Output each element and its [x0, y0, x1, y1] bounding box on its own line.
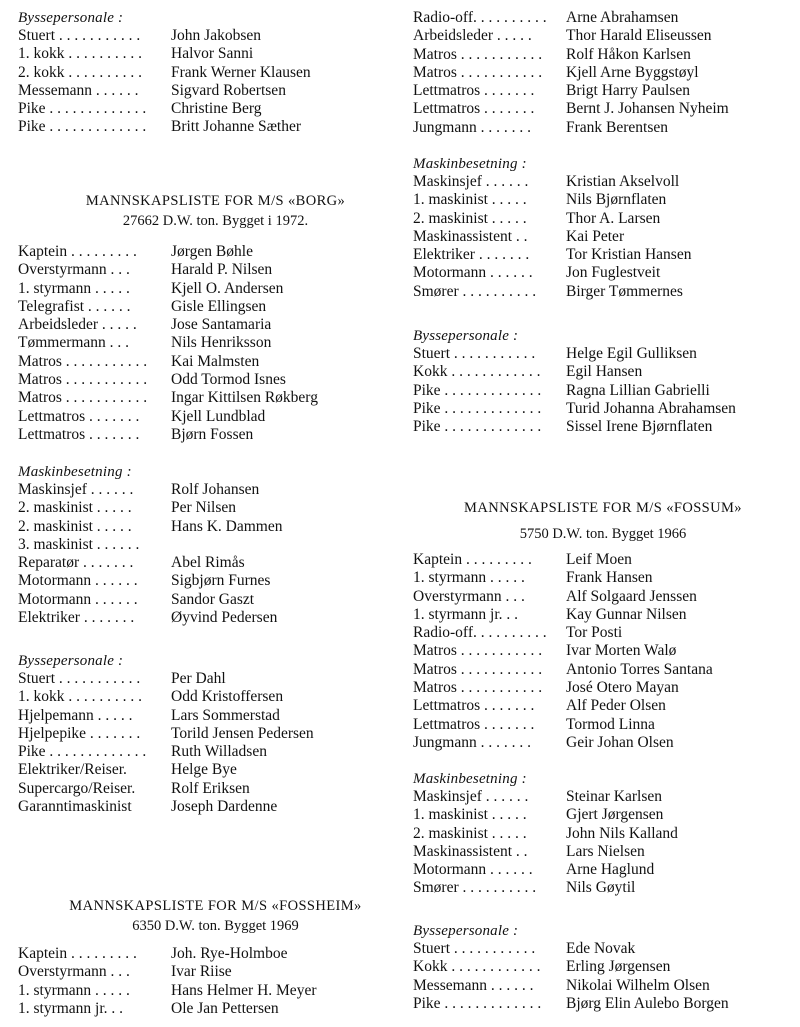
- crew-role: 1. kokk . . . . . . . . . .: [18, 688, 142, 706]
- crew-name: Sissel Irene Bjørnflaten: [566, 418, 713, 436]
- crew-row: [18, 591, 413, 609]
- crew-name: Per Nilsen: [171, 499, 237, 517]
- crew-name: Harald P. Nilsen: [171, 261, 273, 279]
- crew-name: Ivar Riise: [171, 963, 232, 981]
- crew-name: Thor A. Larsen: [566, 209, 661, 227]
- crew-list: [18, 27, 413, 137]
- crew-role: 2. maskinist . . . . .: [18, 499, 132, 517]
- crew-role: Lettmatros . . . . . . .: [18, 407, 140, 425]
- section-top-bysse: [413, 327, 793, 436]
- crew-role: Lettmatros . . . . . . .: [413, 100, 535, 118]
- crew-role: Elektriker/Reiser.: [18, 761, 127, 779]
- crew-name: Kai Malmsten: [171, 352, 260, 370]
- crew-role: Jungmann . . . . . . .: [413, 733, 531, 751]
- crew-row: [413, 624, 793, 642]
- crew-list: [413, 173, 793, 301]
- crew-name: Tor Kristian Hansen: [566, 246, 692, 264]
- crew-name: Thor Harald Eliseussen: [566, 27, 712, 45]
- crew-role: Supercargo/Reiser.: [18, 779, 136, 797]
- crew-role: Radio-off. . . . . . . . . .: [413, 9, 547, 26]
- crew-name: Ingar Kittilsen Røkberg: [171, 389, 318, 407]
- crew-name: John Jakobsen: [171, 27, 261, 44]
- crew-name: Bjørn Fossen: [171, 425, 254, 443]
- crew-name: Brigt Harry Paulsen: [566, 82, 690, 100]
- crew-name: Ruth Willadsen: [171, 743, 267, 761]
- crew-role: Motormann . . . . . .: [413, 264, 533, 282]
- crew-name: Ragna Lillian Gabrielli: [566, 381, 710, 399]
- crew-name: Nikolai Wilhelm Olsen: [566, 976, 710, 994]
- crew-role: 1. maskinist . . . . .: [413, 806, 527, 824]
- crew-role: 2. maskinist . . . . .: [18, 517, 132, 535]
- crew-name: Kay Gunnar Nilsen: [566, 605, 687, 623]
- crew-name: Sandor Gaszt: [171, 590, 255, 608]
- crew-role: Maskinassistent . .: [413, 227, 528, 245]
- crew-list: [413, 345, 793, 436]
- crew-row: [18, 518, 413, 536]
- crew-role: 2. kokk . . . . . . . . . .: [18, 63, 142, 81]
- crew-row: [413, 806, 793, 824]
- crew-row: [18, 371, 413, 389]
- crew-row: [413, 363, 793, 381]
- crew-row: [18, 261, 413, 279]
- crew-name: Ede Novak: [566, 940, 636, 957]
- crew-role: Radio-off. . . . . . . . . .: [413, 624, 547, 642]
- crew-row: [18, 707, 413, 725]
- crew-name: Kristian Akselvoll: [566, 173, 680, 190]
- crew-role: Elektriker . . . . . . .: [18, 609, 135, 627]
- crew-name: Erling Jørgensen: [566, 958, 671, 976]
- crew-role: Pike . . . . . . . . . . . . .: [18, 100, 147, 118]
- crew-role: 2. maskinist . . . . .: [413, 824, 527, 842]
- crew-role: Tømmermann . . .: [18, 334, 130, 352]
- section-heading: Maskinbesetning :: [413, 156, 527, 172]
- crew-list: [18, 670, 413, 816]
- crew-row: [413, 588, 793, 606]
- crew-row: [18, 298, 413, 316]
- crew-row: [18, 316, 413, 334]
- crew-row: [413, 861, 793, 879]
- crew-role: 1. styrmann . . . . .: [18, 981, 130, 999]
- crew-name: Sigbjørn Furnes: [171, 572, 271, 590]
- crew-name: Kjell Lundblad: [171, 407, 266, 425]
- crew-role: Elektriker . . . . . . .: [413, 246, 530, 264]
- crew-row: [413, 679, 793, 697]
- crew-role: Stuert . . . . . . . . . . .: [18, 27, 141, 44]
- crew-row: [18, 688, 413, 706]
- crew-list: [18, 243, 413, 444]
- crew-role: Kokk . . . . . . . . . . . .: [413, 363, 541, 381]
- crew-role: Pike . . . . . . . . . . . . .: [413, 418, 542, 436]
- section-heading: Byssepersonale :: [18, 10, 124, 26]
- section-heading: Byssepersonale :: [413, 923, 519, 939]
- crew-row: [18, 64, 413, 82]
- crew-row: [413, 345, 793, 363]
- crew-name: Tormod Linna: [566, 715, 655, 733]
- crew-row: [18, 1000, 413, 1018]
- crew-name: Leif Moen: [566, 551, 632, 568]
- crew-role: Garanntimaskinist: [18, 798, 132, 816]
- crew-name: Bjørg Elin Aulebo Borgen: [566, 994, 729, 1012]
- crew-list: [18, 481, 413, 627]
- crew-row: [413, 100, 793, 118]
- crew-row: [413, 64, 793, 82]
- crew-role: Maskinsjef . . . . . .: [413, 173, 529, 190]
- crew-row: [413, 551, 793, 569]
- crew-role: 1. maskinist . . . . .: [413, 191, 527, 209]
- crew-row: [18, 118, 413, 136]
- section-borg-bysse: [18, 652, 413, 816]
- crew-row: [413, 9, 793, 27]
- crew-row: [18, 426, 413, 444]
- crew-name: Arne Abrahamsen: [566, 9, 679, 26]
- crew-list: [413, 940, 793, 1013]
- crew-name: Christine Berg: [171, 100, 262, 118]
- crew-name: Arne Haglund: [566, 861, 655, 879]
- crew-row: [413, 606, 793, 624]
- section-borg-deck: [18, 243, 413, 444]
- crew-name: Rolf Håkon Karlsen: [566, 45, 691, 63]
- crew-role: Motormann . . . . . .: [413, 861, 533, 879]
- crew-role: Overstyrmann . . .: [18, 261, 130, 279]
- crew-name: Ivar Morten Walø: [566, 642, 677, 660]
- crew-row: [18, 572, 413, 590]
- crew-row: [413, 264, 793, 282]
- crew-name: Per Dahl: [171, 670, 226, 687]
- crew-role: Lettmatros . . . . . . .: [413, 697, 535, 715]
- crew-row: [413, 210, 793, 228]
- crew-row: [18, 481, 413, 499]
- crew-name: Halvor Sanni: [171, 45, 254, 63]
- section-fossum-bysse: [413, 922, 793, 1013]
- crew-role: Kokk . . . . . . . . . . . .: [413, 958, 541, 976]
- ship-title: MANNSKAPSLISTE FOR M/S «BORG»: [85, 193, 346, 209]
- crew-row: [413, 977, 793, 995]
- crew-role: Kaptein . . . . . . . . .: [413, 551, 532, 568]
- crew-name: Egil Hansen: [566, 363, 643, 381]
- section-heading: Byssepersonale :: [413, 328, 519, 344]
- crew-row: [413, 191, 793, 209]
- crew-role: Matros . . . . . . . . . . .: [18, 371, 148, 389]
- crew-role: Matros . . . . . . . . . . .: [413, 45, 543, 63]
- crew-name: Helge Bye: [171, 761, 237, 779]
- section-fossum-maskin: [413, 770, 793, 898]
- crew-row: [18, 780, 413, 798]
- crew-row: [413, 661, 793, 679]
- crew-row: [18, 408, 413, 426]
- crew-name: Odd Tormod Isnes: [171, 371, 286, 389]
- crew-row: [18, 100, 413, 118]
- crew-role: Matros . . . . . . . . . . .: [413, 642, 543, 660]
- section-fossum-deck: [413, 551, 793, 752]
- crew-name: Britt Johanne Sæther: [171, 118, 302, 136]
- section-heading: Maskinbesetning :: [18, 464, 132, 480]
- ship-subtitle: 27662 D.W. ton. Bygget i 1972.: [122, 213, 309, 229]
- crew-name: Øyvind Pedersen: [171, 609, 278, 627]
- crew-row: [413, 246, 793, 264]
- crew-role: Matros . . . . . . . . . . .: [413, 660, 543, 678]
- crew-name: Bernt J. Johansen Nyheim: [566, 100, 729, 118]
- crew-role: Hjelpepike . . . . . . .: [18, 724, 141, 742]
- crew-role: 1. styrmann jr. . .: [413, 605, 519, 623]
- crew-role: Maskinsjef . . . . . .: [18, 481, 134, 498]
- crew-role: Pike . . . . . . . . . . . . .: [413, 399, 542, 417]
- crew-row: [18, 243, 413, 261]
- section-bysse-1: [18, 9, 413, 137]
- section-borg-maskin: [18, 463, 413, 627]
- crew-role: Motormann . . . . . .: [18, 572, 138, 590]
- ship-subtitle: 5750 D.W. ton. Bygget 1966: [519, 526, 687, 542]
- crew-row: [413, 940, 793, 958]
- crew-name: Lars Nielsen: [566, 842, 645, 860]
- crew-role: Maskinassistent . .: [413, 842, 528, 860]
- crew-name: Jørgen Bøhle: [171, 243, 253, 260]
- crew-row: [413, 27, 793, 45]
- crew-name: John Nils Kalland: [566, 824, 678, 842]
- crew-list: [18, 945, 413, 1018]
- crew-role: Matros . . . . . . . . . . .: [18, 352, 148, 370]
- crew-row: [18, 609, 413, 627]
- crew-role: Kaptein . . . . . . . . .: [18, 243, 137, 260]
- crew-name: Joh. Rye-Holmboe: [171, 945, 288, 962]
- crew-name: Rolf Eriksen: [171, 779, 250, 797]
- ship-title: MANNSKAPSLISTE FOR M/S «FOSSUM»: [464, 500, 742, 516]
- crew-name: Jose Santamaria: [171, 316, 272, 334]
- crew-role: Pike . . . . . . . . . . . . .: [413, 994, 542, 1012]
- crew-row: [18, 27, 413, 45]
- crew-name: Lars Sommerstad: [171, 706, 280, 724]
- crew-name: José Otero Mayan: [566, 679, 679, 697]
- crew-row: [413, 283, 793, 301]
- crew-row: [18, 743, 413, 761]
- crew-name: Abel Rimås: [171, 554, 245, 572]
- crew-name: Ole Jan Pettersen: [171, 999, 279, 1017]
- crew-name: Nils Bjørnflaten: [566, 191, 667, 209]
- crew-row: [413, 825, 793, 843]
- crew-role: Arbeidsleder . . . . .: [413, 27, 532, 45]
- crew-row: [18, 945, 413, 963]
- crew-role: 2. maskinist . . . . .: [413, 209, 527, 227]
- crew-role: Matros . . . . . . . . . . .: [413, 679, 543, 697]
- crew-role: Pike . . . . . . . . . . . . .: [18, 743, 147, 761]
- crew-name: Frank Hansen: [566, 569, 653, 587]
- crew-role: Telegrafist . . . . . .: [18, 297, 131, 315]
- crew-row: [413, 734, 793, 752]
- crew-role: Smører . . . . . . . . . .: [413, 282, 537, 300]
- section-heading: Byssepersonale :: [18, 653, 124, 669]
- crew-name: Hans K. Dammen: [171, 517, 283, 535]
- crew-row: [413, 82, 793, 100]
- crew-role: Smører . . . . . . . . . .: [413, 879, 537, 897]
- crew-name: Alf Solgaard Jenssen: [566, 587, 697, 605]
- section-heading: Maskinbesetning :: [413, 771, 527, 787]
- crew-name: Frank Werner Klausen: [171, 63, 311, 81]
- crew-row: [18, 963, 413, 981]
- crew-role: 1. styrmann . . . . .: [413, 569, 525, 587]
- crew-name: Joseph Dardenne: [171, 798, 278, 816]
- crew-name: Sigvard Robertsen: [171, 81, 286, 99]
- crew-name: Helge Egil Gulliksen: [566, 345, 697, 362]
- crew-row: [413, 228, 793, 246]
- section-top-maskin: [413, 155, 793, 301]
- crew-list: [413, 788, 793, 898]
- crew-row: [18, 334, 413, 352]
- ship-header-fossheim: [18, 896, 413, 936]
- crew-name: Jon Fuglestveit: [566, 264, 661, 282]
- crew-row: [413, 958, 793, 976]
- crew-role: Overstyrmann . . .: [413, 587, 525, 605]
- crew-role: Lettmatros . . . . . . .: [18, 425, 140, 443]
- crew-role: Matros . . . . . . . . . . .: [18, 389, 148, 407]
- crew-row: [413, 119, 793, 137]
- crew-list: [413, 551, 793, 752]
- crew-row: [413, 382, 793, 400]
- crew-name: Torild Jensen Pedersen: [171, 724, 314, 742]
- crew-role: Messemann . . . . . .: [413, 976, 534, 994]
- crew-role: Motormann . . . . . .: [18, 590, 138, 608]
- crew-row: [18, 554, 413, 572]
- crew-role: Hjelpemann . . . . .: [18, 706, 133, 724]
- crew-role: Reparatør . . . . . . .: [18, 554, 134, 572]
- crew-name: Frank Berentsen: [566, 118, 669, 136]
- crew-role: 1. kokk . . . . . . . . . .: [18, 45, 142, 63]
- crew-row: [413, 46, 793, 64]
- crew-row: [18, 798, 413, 816]
- crew-row: [413, 642, 793, 660]
- crew-row: [18, 982, 413, 1000]
- crew-row: [413, 788, 793, 806]
- crew-row: [18, 280, 413, 298]
- crew-name: Birger Tømmernes: [566, 282, 683, 300]
- crew-row: [413, 697, 793, 715]
- crew-role: Messemann . . . . . .: [18, 81, 139, 99]
- crew-role: Stuert . . . . . . . . . . .: [413, 940, 536, 957]
- crew-name: Kjell Arne Byggstøyl: [566, 63, 699, 81]
- crew-list: [413, 9, 793, 137]
- crew-row: [413, 879, 793, 897]
- crew-name: Gjert Jørgensen: [566, 806, 664, 824]
- ship-title: MANNSKAPSLISTE FOR M/S «FOSSHEIM»: [69, 898, 362, 914]
- crew-row: [18, 725, 413, 743]
- ship-subtitle: 6350 D.W. ton. Bygget 1969: [132, 918, 299, 934]
- crew-role: Stuert . . . . . . . . . . .: [18, 670, 141, 687]
- crew-row: [413, 418, 793, 436]
- crew-role: 1. styrmann . . . . .: [18, 279, 130, 297]
- crew-row: [413, 569, 793, 587]
- crew-row: [413, 173, 793, 191]
- crew-name: Steinar Karlsen: [566, 788, 662, 805]
- crew-name: Tor Posti: [566, 624, 623, 642]
- crew-row: [18, 353, 413, 371]
- crew-row: [18, 389, 413, 407]
- crew-row: [413, 716, 793, 734]
- crew-role: 3. maskinist . . . . . .: [18, 535, 140, 553]
- crew-name: Odd Kristoffersen: [171, 688, 284, 706]
- crew-row: [18, 45, 413, 63]
- crew-row: [18, 670, 413, 688]
- crew-row: [18, 761, 413, 779]
- ship-header-borg: [18, 191, 413, 231]
- crew-row: [413, 843, 793, 861]
- crew-role: Stuert . . . . . . . . . . .: [413, 345, 536, 362]
- crew-role: Overstyrmann . . .: [18, 963, 130, 981]
- crew-name: Geir Johan Olsen: [566, 733, 674, 751]
- crew-name: Hans Helmer H. Meyer: [171, 981, 317, 999]
- crew-name: Turid Johanna Abrahamsen: [566, 399, 736, 417]
- crew-row: [18, 536, 413, 554]
- crew-row: [18, 82, 413, 100]
- crew-name: Antonio Torres Santana: [566, 660, 713, 678]
- crew-name: Nils Gøytil: [566, 879, 636, 897]
- section-top-deck: [413, 9, 793, 137]
- crew-name: Kjell O. Andersen: [171, 279, 284, 297]
- crew-role: Jungmann . . . . . . .: [413, 118, 531, 136]
- crew-name: Gisle Ellingsen: [171, 297, 267, 315]
- crew-role: Lettmatros . . . . . . .: [413, 715, 535, 733]
- crew-row: [413, 400, 793, 418]
- crew-role: Pike . . . . . . . . . . . . .: [413, 381, 542, 399]
- crew-role: Lettmatros . . . . . . .: [413, 82, 535, 100]
- crew-role: Maskinsjef . . . . . .: [413, 788, 529, 805]
- crew-role: Kaptein . . . . . . . . .: [18, 945, 137, 962]
- ship-header-fossum: [413, 498, 793, 544]
- crew-role: Arbeidsleder . . . . .: [18, 316, 137, 334]
- crew-row: [413, 995, 793, 1013]
- crew-name: Kai Peter: [566, 227, 625, 245]
- crew-role: Pike . . . . . . . . . . . . .: [18, 118, 147, 136]
- crew-role: Matros . . . . . . . . . . .: [413, 63, 543, 81]
- crew-role: 1. styrmann jr. . .: [18, 999, 124, 1017]
- crew-name: Nils Henriksson: [171, 334, 272, 352]
- crew-row: [18, 499, 413, 517]
- crew-name: Rolf Johansen: [171, 481, 260, 498]
- crew-name: Alf Peder Olsen: [566, 697, 666, 715]
- section-fossheim-deck: [18, 945, 413, 1018]
